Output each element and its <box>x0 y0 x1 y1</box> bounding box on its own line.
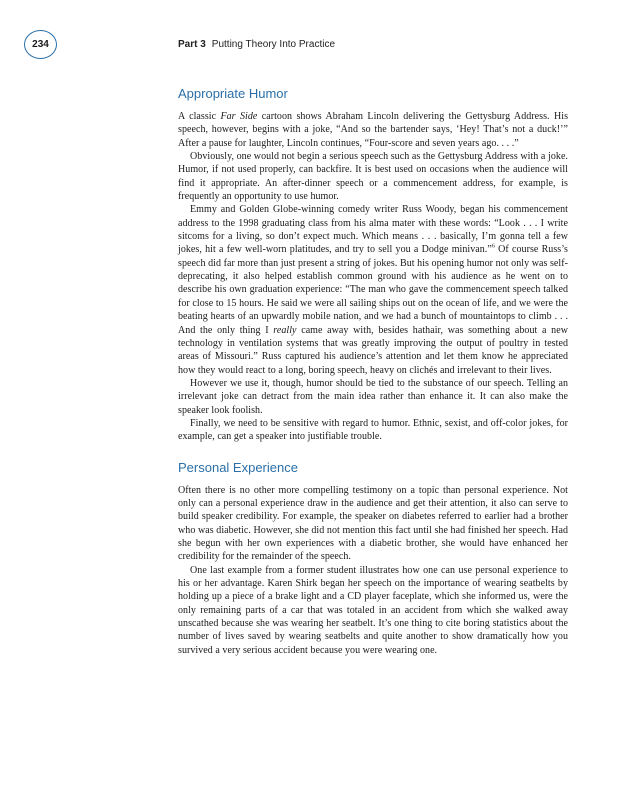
part-label: Part 3 <box>178 39 206 50</box>
body-paragraph: Emmy and Golden Globe-winning comedy writer Russ Woody, began his commencement address to the 1998 graduating class from his alma mater with these words: “Look . . . I write sitcoms for a living, so don’t expect much. Which means . . . basically, I’m gonna tell a few jokes, hit a few well-worn platitudes, and try to sell you a Dodge minivan.”$^6$ Of course Russ’s speech did far more than just present a string of jokes. But his opening humor not only was self-deprecating, it also helped establish common ground with his audience as he went on to describe his own graduation experience: “The man who gave the commencement speech talked for close to 15 hours. He said we were all sailing ships out on the ocean of life, and we were the beating hearts of an upwardly mobile nation, and we had a bunch of mountaintops to climb . . . And the only thing I really came away with, besides hathair, was something about a new technology in ventilation systems that was greatly improving the output of poultry in tested areas of Missouri.” Russ captured his audience’s attention and let them know he appreciated how they would react to a long, boring speech, heavy on clichés and irrelevant to their lives. <box>178 204 568 376</box>
part-title: Putting Theory Into Practice <box>211 39 336 50</box>
page-number-badge <box>24 30 57 59</box>
emphasis-text: really <box>273 324 297 336</box>
footnote-marker: 6 <box>491 244 495 251</box>
body-paragraph: Often there is no other more compelling testimony on a topic than personal experience. Not only can a personal experience draw in the audience and get their attention, it also can serve to build speaker credibility. For example, the speaker on diabetes referred to earlier had a brother who was diabetic. However, she did not mention this fact until she had finished her speech. Had she begun with her own experiences with a diabetic brother, she would have enhanced her credibility for the remainder of the speech. <box>178 484 568 563</box>
cartoon-title: Far Side <box>220 111 258 122</box>
body-paragraph: A classic Far Side cartoon shows Abraham Lincoln delivering the Gettysburg Address. His speech, however, begins with a joke, “And so the bartender says, ‘Hey! That’s not a duck!’” After a pause for laughter, Lincoln continues, “Four-score and seven years ago. . . .” <box>178 111 569 149</box>
body-paragraph: However we use it, though, humor should be tied to the substance of our speech. Telling an irrelevant joke can detract from the main idea rather than enhance it. It can also make the speaker look foolish. <box>178 377 568 416</box>
body-paragraph: Finally, we need to be sensitive with regard to humor. Ethnic, sexist, and off-color jokes, for example, can get a speaker into justifiable trouble. <box>178 417 568 443</box>
page-body <box>178 84 568 657</box>
body-paragraph: Obviously, one would not begin a serious speech such as the Gettysburg Address with a joke. Humor, if not used properly, can backfire. It is best used on occasions when the audience will find it appropriate. An after-dinner speech or a commencement address, for example, is frequently an opportunity to use humor. <box>178 151 568 203</box>
section-heading-personal-experience: Personal Experience <box>178 459 298 475</box>
body-paragraph: One last example from a former student illustrates how one can use personal experience to his or her advantage. Karen Shirk began her speech on the importance of wearing seatbelts by holding up a piece of a brake light and a CD player faceplate, which she informed us, were the only remaining parts of a car that was totaled in an accident from which she walked away unscathed because she was wearing her seatbelt. It’s one thing to cite boring statistics about the number of lives saved by wearing seatbelts and quite another to show dramatically how you survived a very serious accident because you were wearing one. <box>178 564 568 656</box>
section-heading-appropriate-humor: Appropriate Humor <box>178 86 288 101</box>
running-head <box>178 39 335 50</box>
page-number: 234 <box>32 39 49 50</box>
